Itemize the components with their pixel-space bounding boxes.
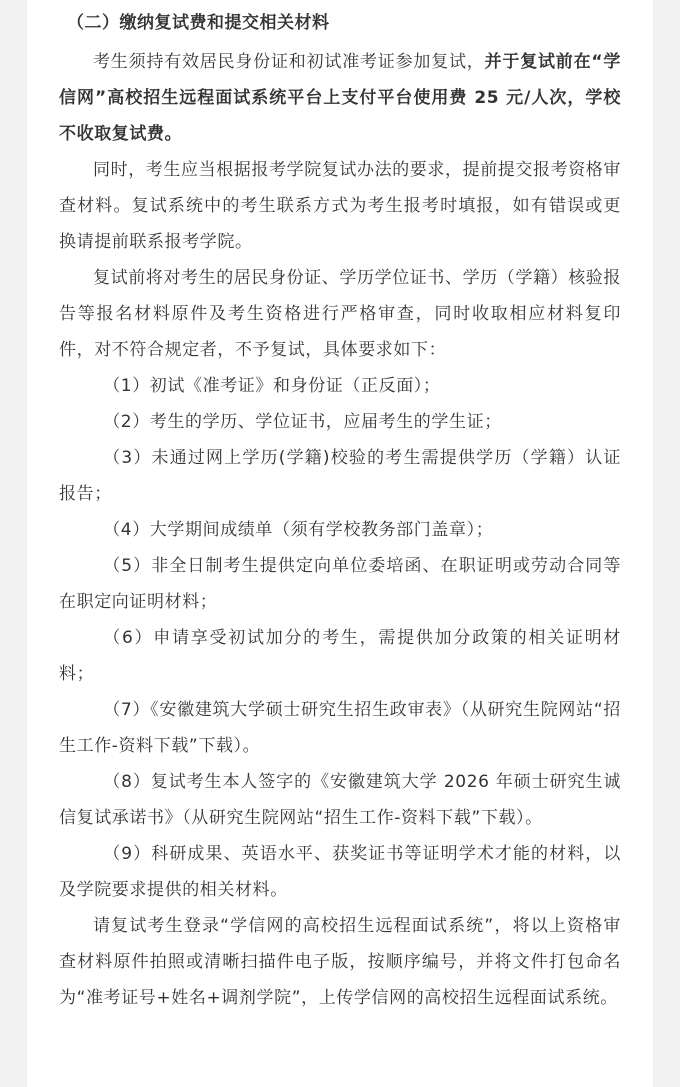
left-margin — [0, 0, 27, 1087]
list-item: （3）未通过网上学历(学籍)校验的考生需提供学历（学籍）认证报告； — [59, 448, 621, 504]
list-item: （9）科研成果、英语水平、获奖证书等证明学术才能的材料，以及学院要求提供的相关材料。 — [59, 844, 621, 900]
list-item: （6）申请享受初试加分的考生，需提供加分政策的相关证明材料； — [59, 628, 621, 684]
paragraph-fee — [59, 44, 621, 152]
article-content — [27, 0, 653, 1087]
right-margin — [653, 0, 680, 1087]
paragraph-review: 复试前将对考生的居民身份证、学历学位证书、学历（学籍）核验报告等报名材料原件及考生资格进行严格审查，同时收取相应材料复印件，对不符合规定者，不予复试，具体要求如下： — [59, 268, 621, 360]
list-item: （4）大学期间成绩单（须有学校教务部门盖章）； — [103, 520, 494, 540]
list-item: （1）初试《准考证》和身份证（正反面）； — [103, 376, 441, 396]
list-item: （5）非全日制考生提供定向单位委培函、在职证明或劳动合同等在职定向证明材料； — [59, 556, 621, 612]
list-item: （2）考生的学历、学位证书，应届考生的学生证； — [103, 412, 502, 432]
paragraph-upload: 请复试考生登录“学信网的高校招生远程面试系统”，将以上资格审查材料原件拍照或清晰扫描件电子版，按顺序编号，并将文件打包命名为“准考证号+姓名+调剂学院”，上传学信网的高校招生远程面试系统。 — [59, 916, 621, 1008]
section-title: （二）缴纳复试费和提交相关材料 — [67, 13, 330, 33]
paragraph-fee-text: 考生须持有效居民身份证和初试准考证参加复试， — [93, 52, 485, 72]
list-item: （8）复试考生本人签字的《安徽建筑大学 2026 年硕士研究生诚信复试承诺书》（从研究生院网站“招生工作-资料下载”下载）。 — [59, 772, 621, 828]
paragraph-fee-bold-text: 并于复试前在“学信网”高校招生远程面试系统平台上支付平台使用费 25 元/人次，学校不收取复试费。 — [59, 52, 621, 144]
list-item: （7）《安徽建筑大学硕士研究生招生政审表》（从研究生院网站“招生工作-资料下载”下载）。 — [59, 700, 621, 756]
paragraph-qualification: 同时，考生应当根据报考学院复试办法的要求，提前提交报考资格审查材料。复试系统中的考生联系方式为考生报考时填报，如有错误或更换请提前联系报考学院。 — [59, 160, 621, 252]
